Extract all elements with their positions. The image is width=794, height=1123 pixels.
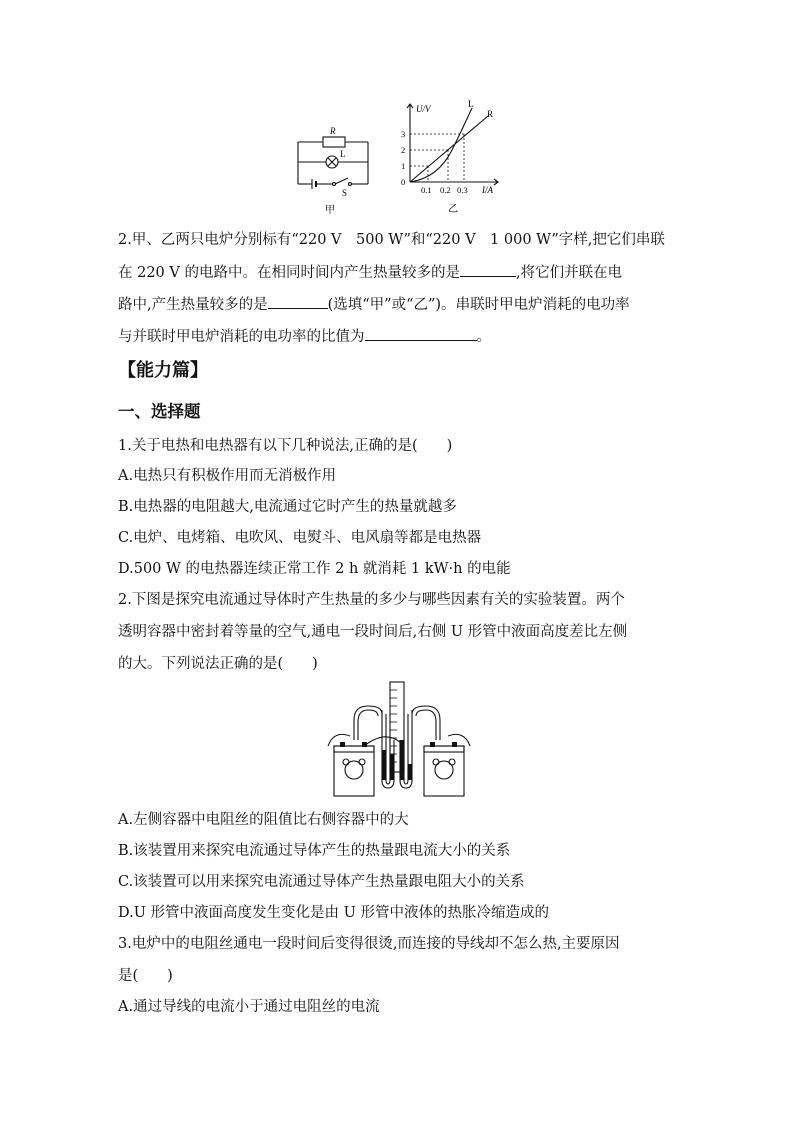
answer-blank-3[interactable] [365,326,477,341]
fill-q2-line-4: 与并联时甲电炉消耗的电功率的比值为 。 [118,326,491,347]
fill-q2-line-2: 在 220 V 的电路中。在相同时间内产生热量较多的是 ,将它们并联在电 [118,262,622,283]
q1-option-b[interactable]: B.电热器的电阻越大,电流通过它时产生的热量就越多 [118,499,457,515]
q2-stem-line-2: 透明容器中密封着等量的空气,通电一段时间后,右侧 U 形管中液面高度差比左侧 [118,624,628,640]
circuit-figure [288,124,378,216]
answer-blank-2[interactable] [268,294,328,309]
graph-y-tick: 0 [401,177,406,187]
graph-caption: 乙 [448,204,458,215]
q3-stem-line-1: 3.电炉中的电阻丝通电一段时间后变得很烫,而连接的导线却不怎么热,主要原因 [118,936,620,952]
q2-option-c[interactable]: C.该装置可以用来探究电流通过导体产生热量跟电阻大小的关系 [118,874,525,890]
circuit-label-r: R [330,126,336,136]
circuit-label-l: L [340,149,346,159]
graph-x-tick: 0.2 [440,185,451,195]
graph-x-tick: 0.1 [421,185,432,195]
q1-option-c[interactable]: C.电炉、电烤箱、电吹风、电熨斗、电风扇等都是电热器 [118,530,482,546]
q1-option-a[interactable]: A.电热只有积极作用而无消极作用 [118,468,337,484]
graph-curve-l-label: L [468,99,474,109]
graph-y-axis-label: U/V [416,104,431,114]
apparatus-figure [324,680,474,802]
q2-option-b[interactable]: B.该装置用来探究电流通过导体产生的热量跟电流大小的关系 [118,843,511,859]
section-title: 【能力篇】 [118,360,208,381]
fill-q2-line-1: 2.甲、乙两只电炉分别标有“220 V 500 W”和“220 V 1 000 W”字样,把它们串联 [118,232,665,248]
graph-x-axis-label: I/A [482,185,493,195]
circuit-label-s: S [342,188,348,198]
answer-blank-1[interactable] [460,262,516,277]
q2-stem-line-3: 的大。下列说法正确的是( ) [118,656,318,672]
q1-stem: 1.关于电热和电热器有以下几种说法,正确的是( ) [118,438,453,454]
graph-y-tick: 2 [401,145,406,155]
q3-stem-line-2: 是( ) [118,968,173,984]
graph-y-tick: 1 [401,161,406,171]
ui-graph-figure [394,98,506,216]
q2-stem-line-1: 2.下图是探究电流通过导体时产生热量的多少与哪些因素有关的实验装置。两个 [118,592,625,608]
q2-option-d[interactable]: D.U 形管中液面高度发生变化是由 U 形管中液体的热胀冷缩造成的 [118,905,549,921]
fill-q2-line-3: 路中,产生热量较多的是 (选填“甲”或“乙”)。串联时甲电炉消耗的电功率 [118,294,630,315]
q1-option-d[interactable]: D.500 W 的电热器连续正常工作 2 h 就消耗 1 kW·h 的电能 [118,561,511,577]
graph-y-tick: 3 [401,129,406,139]
subsection-title: 一、选择题 [118,402,201,421]
q2-option-a[interactable]: A.左侧容器中电阻丝的阻值比右侧容器中的大 [118,812,409,828]
graph-curve-r-label: R [487,109,494,119]
graph-x-tick: 0.3 [457,185,468,195]
circuit-caption: 甲 [325,205,335,216]
q3-option-a[interactable]: A.通过导线的电流小于通过电阻丝的电流 [118,999,380,1015]
